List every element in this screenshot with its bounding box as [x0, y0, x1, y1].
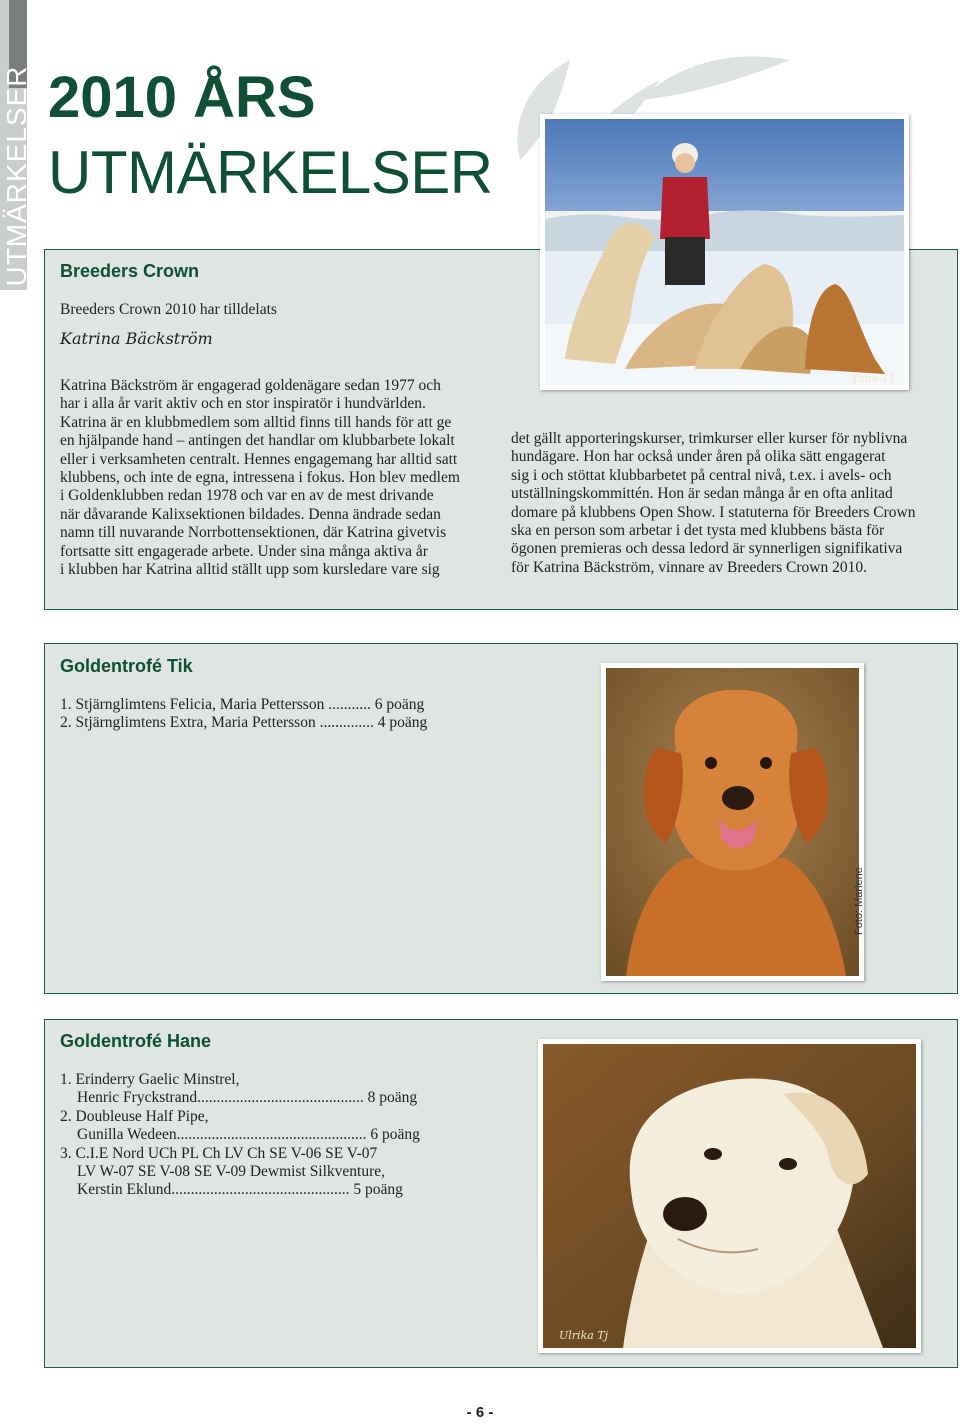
goldentrofe-tik-list	[60, 696, 427, 733]
entry-name: 2. Doubleuse Half Pipe,	[60, 1107, 209, 1125]
page-number: - 6 -	[466, 1404, 494, 1421]
entry-name: 1. Erinderry Gaelic Minstrel,	[60, 1071, 240, 1088]
entry-leader: ...........................................	[197, 1089, 364, 1107]
list-item	[60, 696, 427, 714]
text-line: ska en person som arbetar i det tysta med klubbens bästa för	[511, 522, 885, 540]
golden-hane-photo	[538, 1039, 921, 1353]
entry-leader: ...........	[324, 696, 371, 713]
page-title-line1: 2010 ÅRS	[48, 65, 316, 130]
text-line: Katrina är en klubbmedlem som alltid finns till hands för att ge	[60, 413, 452, 431]
text-line: eller i verksamheten centralt. Hennes engagemang har alltid satt	[60, 450, 458, 468]
list-item	[60, 1126, 420, 1144]
entry-points: 8 poäng	[367, 1089, 418, 1107]
text-line: för Katrina Bäckström, vinnare av Breeders Crown 2010.	[511, 558, 867, 576]
entry-leader: ..............................................	[171, 1181, 350, 1199]
winter-dogs-photo	[540, 114, 909, 390]
entry-points: 6 poäng	[374, 696, 425, 713]
list-item	[60, 714, 427, 732]
winter-dogs-illustration	[545, 119, 904, 385]
side-label: UTMÄRKELSER	[1, 65, 32, 287]
photo-signature: Ulrika Tj	[559, 1329, 609, 1342]
entry-points: 6 poäng	[370, 1126, 420, 1144]
text-line: namn till nuvarande Norrbottensektionen, där Katrina givetvis	[60, 524, 447, 542]
text-line: det gällt apporteringskurser, trimkurser eller kurser för nyblivna	[511, 430, 908, 447]
text-line: en hjälpande hand – antingen det handlar om klubbarbete lokalt	[60, 432, 455, 450]
entry-name: 1. Stjärnglimtens Felicia, Maria Pettersson	[60, 696, 325, 713]
entry-name-continued: LV W-07 SE V-08 SE V-09 Dewmist Silkventure,	[77, 1163, 386, 1181]
list-item	[60, 1089, 420, 1107]
text-line: Katrina Bäckström är engagerad goldenägare sedan 1977 och	[60, 377, 441, 394]
text-line: utställningskommittén. Hon är sedan många år en ofta anlitad	[511, 485, 893, 503]
entry-name: 2. Stjärnglimtens Extra, Maria Pettersson	[60, 714, 316, 732]
entry-leader: .................................................	[176, 1126, 367, 1144]
list-item	[60, 1181, 420, 1199]
text-line: ögonen premieras och dessa ledord är synnerligen signifikativa	[511, 540, 903, 558]
text-line: har i alla år varit aktiv och en stor inspiratör i hundvärlden.	[60, 395, 426, 413]
golden-tik-photo	[601, 663, 864, 981]
text-line: domare på klubbens Open Show. I statuterna för Breeders Crown	[511, 503, 916, 521]
golden-tik-illustration	[606, 668, 859, 976]
breeders-crown-intro: Breeders Crown 2010 har tilldelats	[60, 301, 277, 318]
recipient-name: Katrina Bäckström	[60, 329, 213, 348]
entry-points: 5 poäng	[353, 1181, 403, 1199]
entry-owner: Gunilla Wedeen	[77, 1126, 177, 1144]
entry-owner: Henric Fryckstrand	[77, 1089, 198, 1107]
entry-points: 4 poäng	[377, 714, 428, 732]
text-line: fortsatte sitt engagerade arbete. Under sina många aktiva år	[60, 542, 428, 560]
breeders-crown-heading: Breeders Crown	[60, 261, 200, 281]
text-line: sig i och stöttat klubbarbetet på central nivå, t.ex. i avels- och	[511, 466, 892, 484]
golden-hane-illustration	[543, 1044, 916, 1348]
page-title-line2: UTMÄRKELSER	[48, 139, 493, 206]
photo-credit: Foto: Marlene	[853, 867, 865, 935]
breeders-crown-text-col2	[511, 430, 942, 577]
goldentrofe-hane-heading: Goldentrofé Hane	[60, 1031, 212, 1051]
entry-leader: ..............	[315, 714, 374, 732]
goldentrofe-tik-heading: Goldentrofé Tik	[60, 656, 193, 676]
breeders-crown-text-col1	[60, 377, 491, 579]
text-line: hundägare. Hon har också under åren på olika sätt engagerat	[511, 448, 886, 466]
entry-name: 3. C.I.E Nord UCh PL Ch LV Ch SE V-06 SE V-07	[60, 1144, 378, 1162]
text-line: i klubben har Katrina alltid ställt upp som kursledare vare sig	[60, 561, 440, 579]
goldentrofe-hane-list	[60, 1071, 420, 1200]
text-line: i Goldenklubben redan 1978 och var en av de mest drivande	[60, 487, 434, 505]
text-line: när dåvarande Kalixsektionen bildades. Denna ändrade sedan	[60, 505, 441, 523]
entry-owner: Kerstin Eklund	[77, 1181, 172, 1199]
photo-signature: Yana-11	[851, 372, 896, 385]
text-line: klubbens, och inte de egna, intressena i fokus. Hon blev medlem	[60, 469, 460, 487]
